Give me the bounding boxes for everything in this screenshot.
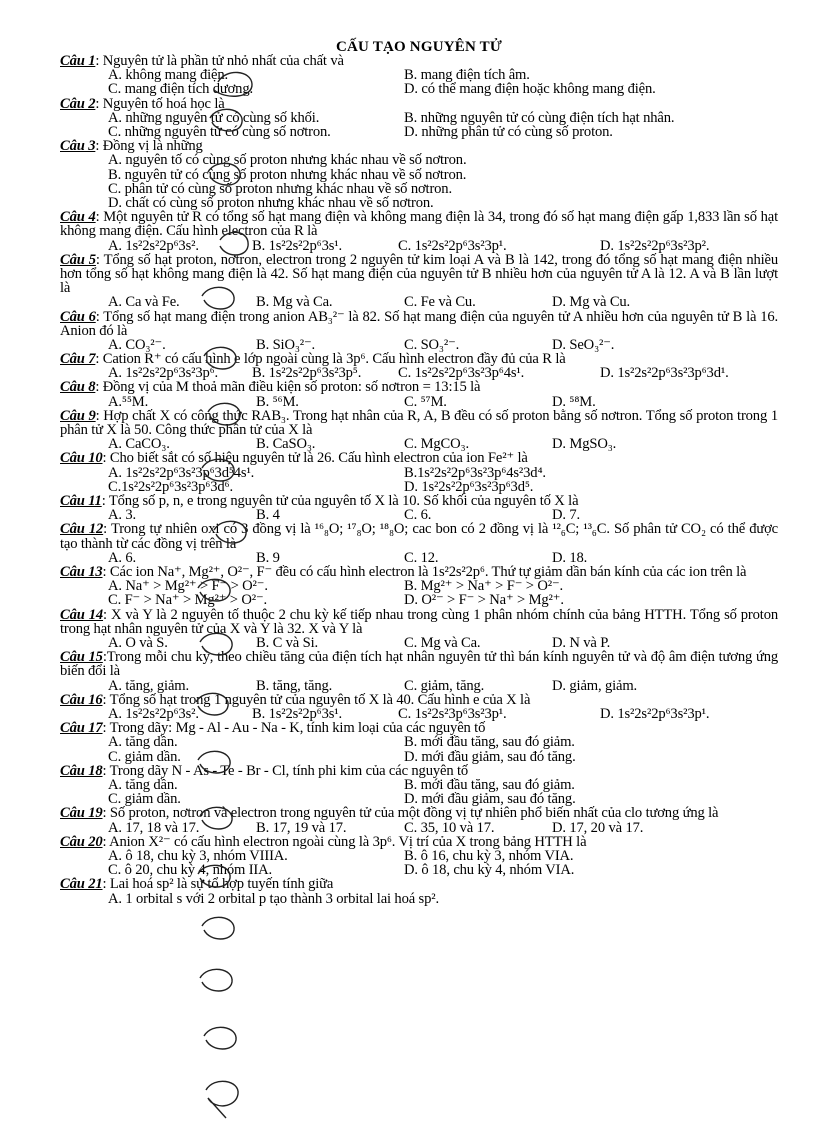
question-stem — [60, 721, 778, 735]
answer-option: D. SeO₃²⁻. — [552, 336, 615, 353]
answer-option: C. giảm, tăng. — [404, 677, 485, 694]
question-number: Câu 16 — [60, 691, 103, 708]
answer-option: D. Mg và Cu. — [552, 294, 631, 311]
answer-option: C. 1s²2s²2p⁶3s²3p¹. — [398, 237, 507, 254]
question-stem — [60, 310, 778, 338]
options-row — [60, 679, 778, 693]
options-row — [60, 395, 778, 409]
options-row — [60, 111, 778, 125]
question-stem — [60, 253, 778, 296]
question-text: : Đồng vị của M thoả mãn điều kiện số proton: số nơtron = 13:15 là — [95, 379, 481, 396]
answer-option: C. 35, 10 và 17. — [404, 819, 495, 836]
question-text: : Nguyên tố hoá học là — [95, 95, 225, 112]
question-text: : Cho biết sắt có số hiệu nguyên tử là 26. Cấu hình electron của ion Fe²⁺ là — [102, 450, 528, 467]
answer-option: C. 1s²2s²2p⁶3s²3p⁶4s¹. — [398, 365, 525, 382]
question-number: Câu 15 — [60, 649, 103, 666]
options-row — [60, 849, 778, 863]
answer-option: B. tăng, tăng. — [256, 677, 333, 694]
question-number: Câu 19 — [60, 805, 103, 822]
answer-option: D. ⁵⁸M. — [552, 393, 596, 410]
answer-option: B.1s²2s²2p⁶3s²3p⁶4s²3d⁴. — [404, 464, 546, 481]
answer-option: A. 1s²2s²2p⁶3s²3p⁶3d⁵4s¹. — [108, 464, 255, 481]
answer-option: A. 1s²2s²2p⁶3s²3p⁶. — [108, 365, 219, 382]
options-row — [60, 707, 778, 721]
question-number: Câu 5 — [60, 251, 96, 268]
question-stem — [60, 650, 778, 678]
question-stem — [60, 380, 778, 394]
answer-option: B. 17, 19 và 17. — [256, 819, 347, 836]
answer-option: B. mới đầu tăng, sau đó giảm. — [404, 734, 575, 751]
answer-option: A. 1 orbital s với 2 orbital p tạo thành 3 orbital lai hoá sp². — [108, 890, 439, 907]
document-page — [60, 40, 778, 906]
question-stem — [60, 409, 778, 437]
answer-option: B. ⁵⁶M. — [256, 393, 299, 410]
answer-option: C. 1s²2s²3p⁶3s²3p¹. — [398, 706, 507, 722]
question-stem — [60, 877, 778, 891]
answer-option: A. tăng dần. — [108, 776, 178, 793]
page-title: CẤU TẠO NGUYÊN TỬ — [335, 39, 503, 55]
answer-option: C. giảm dần. — [108, 748, 181, 765]
answer-option: D. mới đầu giảm, sau đó tăng. — [404, 748, 576, 765]
options-row — [60, 295, 778, 309]
question-number: Câu 9 — [60, 407, 96, 424]
question-number: Câu 10 — [60, 450, 103, 467]
answer-option: D. có thể mang điện hoặc không mang điện. — [404, 81, 656, 98]
question-stem — [60, 835, 778, 849]
question-number: Câu 18 — [60, 762, 103, 779]
answer-option: D. ô 18, chu kỳ 4, nhóm VIA. — [404, 862, 575, 879]
answer-option: D. mới đầu giảm, sau đó tăng. — [404, 791, 576, 808]
options-row — [60, 68, 778, 82]
options-row — [60, 125, 778, 139]
answer-option: A. những nguyên tử có cùng số khối. — [108, 109, 320, 126]
answer-option: B. 4 — [256, 507, 280, 524]
question-number: Câu 13 — [60, 564, 103, 581]
answer-option: A. Na⁺ > Mg²⁺ > F⁻ > O²⁻. — [108, 578, 268, 595]
answer-option: C. MgCO₃. — [404, 436, 469, 453]
answer-option: C. Mg và Ca. — [404, 635, 481, 652]
options-row — [60, 82, 778, 96]
question-text: : X và Y là 2 nguyên tố thuộc 2 chu kỳ kế tiếp nhau trong cùng 1 phân nhóm chính của bảng HTTH. Tổng số proton trong hạt nhân nguyên tử của X và Y là 32. X và Y là — [60, 606, 778, 637]
answer-option: B. những nguyên tử có cùng điện tích hạt nhân. — [404, 109, 675, 126]
answer-option: A. 17, 18 và 17. — [108, 819, 200, 836]
answer-option: A. CO₃²⁻. — [108, 336, 166, 353]
answer-option: B. mới đầu tăng, sau đó giảm. — [404, 776, 575, 793]
question-stem — [60, 494, 778, 508]
question-number: Câu 20 — [60, 833, 103, 850]
answer-option: D. O²⁻ > F⁻ > Na⁺ > Mg²⁺. — [404, 592, 564, 609]
question-text: : Nguyên tử là phần tử nhỏ nhất của chất và — [95, 53, 344, 69]
answer-option: A. không mang điện. — [108, 67, 228, 84]
question-text: : Tổng số hạt trong 1 nguyên tử của nguyên tố X là 40. Cấu hình e của X là — [102, 691, 531, 708]
answer-option: B. 9 — [256, 549, 280, 566]
options-row — [60, 778, 778, 792]
question-text: : Trong tự nhiên oxi có 3 đồng vị là ¹⁶₈O; ¹⁷₈O; ¹⁸₈O; cac bon có 2 đồng vị là ¹²₆C; ¹³₆C. Số phân tử CO₂ có thể được tạo thành từ các đồng vị trên là — [60, 521, 778, 552]
answer-option: B. mang điện tích âm. — [404, 67, 530, 84]
options-row — [60, 863, 778, 877]
options-row — [60, 366, 778, 380]
answer-option: A. nguyên tố có cùng số proton nhưng khác nhau về số nơtron. — [108, 152, 467, 169]
question-text: : Số proton, nơtron và electron trong nguyên tử của một đồng vị tự nhiên phổ biến nhất của clo tương ứng là — [102, 805, 719, 822]
question-stem — [60, 97, 778, 111]
answer-option: A. 1s²2s²2p⁶3s². — [108, 706, 199, 722]
answer-option: C. ⁵⁷M. — [404, 393, 447, 410]
question-number: Câu 4 — [60, 209, 96, 226]
options-row — [60, 750, 778, 764]
question-text: :Trong mỗi chu kỳ, theo chiều tăng của điện tích hạt nhân nguyên tử thì bán kính nguyên tử và độ âm điện tương ứng biến đổi là — [60, 649, 779, 680]
options-row — [60, 508, 778, 522]
question-number: Câu 2 — [60, 95, 96, 112]
answer-option: C. ô 20, chu kỳ 4, nhóm IIA. — [108, 862, 273, 879]
answer-option: A. 1s²2s²2p⁶3s². — [108, 237, 199, 254]
answer-option: C. mang điện tích dương. — [108, 81, 253, 98]
answer-option: D. N và P. — [552, 635, 611, 652]
answer-option: B. 1s²2s²2p⁶3s¹. — [252, 706, 343, 722]
answer-option: D. chất có cùng số proton nhưng khác nhau về số nơtron. — [108, 194, 434, 211]
answer-option: C. F⁻ > Na⁺ > Mg²⁺ > O²⁻. — [108, 592, 268, 609]
answer-option: D. 7. — [552, 507, 581, 524]
question-text: : Anion X²⁻ có cấu hình electron ngoài cùng là 3p⁶. Vị trí của X trong bảng HTTH là — [102, 833, 587, 850]
question-text: : Lai hoá sp² là sự tổ hợp tuyến tính giữa — [102, 876, 334, 893]
answer-option: C.1s²2s²2p⁶3s²3p⁶3d⁶. — [108, 478, 233, 495]
answer-option: B. 1s²2s²2p⁶3s²3p⁵. — [252, 365, 362, 382]
question-stem — [60, 352, 778, 366]
question-text: : Một nguyên tử R có tổng số hạt mang điện và không mang điện là 34, trong đó số hạt mang điện gấp 1,833 lần số hạt không mang điện. Cấu hình electron của R là — [60, 209, 778, 240]
question-stem — [60, 806, 778, 820]
options-row — [60, 196, 778, 210]
options-row — [60, 437, 778, 451]
question-text: : Trong dãy: Mg - Al - Au - Na - K, tính kim loại của các nguyên tố — [102, 720, 486, 737]
question-text: : Tổng số hạt mang điện trong anion AB₃²⁻ là 82. Số hạt mang điện của nguyên tử A nhiều hơn của nguyên tử B là 16. Anion đó là — [60, 308, 778, 339]
options-row — [60, 153, 778, 167]
answer-option: B. CaSO₃. — [256, 436, 316, 453]
options-row — [60, 792, 778, 806]
question-text: : Tổng số hạt proton, nơtron, electron trong 2 nguyên tử kim loại A và B là 142, trong đó tổng số hạt mang điện nhiều hơn tổng số hạt không mang điện là 42. Số hạt mang điện của nguyên tử B nhiều hơn của nguyên tử A là 12. A và B lần lượt là — [60, 251, 778, 297]
question-number: Câu 1 — [60, 53, 96, 69]
answer-option: D. 1s²2s²2p⁶3s²3p⁶3d⁵. — [404, 478, 534, 495]
question-number: Câu 6 — [60, 308, 96, 325]
answer-option: B. ô 16, chu kỳ 3, nhóm VIA. — [404, 847, 574, 864]
answer-option: A.⁵⁵M. — [108, 393, 149, 410]
answer-option: C. 6. — [404, 507, 432, 524]
answer-option: B. C và Si. — [256, 635, 319, 652]
answer-option: A. 3. — [108, 507, 137, 524]
answer-option: A. CaCO₃. — [108, 436, 170, 453]
answer-option: A. ô 18, chu kỳ 3, nhóm VIIIA. — [108, 847, 288, 864]
answer-option: D. MgSO₃. — [552, 436, 617, 453]
answer-option: D. 1s²2s²2p⁶3s²3p⁶3d¹. — [600, 365, 729, 382]
answer-option: B. nguyên tử có cùng số proton nhưng khác nhau về số nơtron. — [108, 166, 467, 183]
question-stem — [60, 565, 778, 579]
options-row — [60, 636, 778, 650]
question-stem — [60, 764, 778, 778]
answer-option: B. Mg và Ca. — [256, 294, 333, 311]
answer-option: D. 1s²2s²2p⁶3s²3p¹. — [600, 706, 710, 722]
question-number: Câu 14 — [60, 606, 104, 623]
answer-option: C. những nguyên tử có cùng số nơtron. — [108, 123, 331, 140]
question-stem — [60, 54, 778, 68]
question-number: Câu 3 — [60, 138, 96, 155]
answer-option: D. 17, 20 và 17. — [552, 819, 644, 836]
question-number: Câu 11 — [60, 493, 102, 510]
question-stem — [60, 139, 778, 153]
question-stem — [60, 693, 778, 707]
question-text: : Trong dãy N - As - Te - Br - Cl, tính phi kim của các nguyên tố — [102, 762, 469, 779]
options-row — [60, 551, 778, 565]
answer-option: A. 6. — [108, 549, 137, 566]
question-number: Câu 12 — [60, 521, 104, 538]
question-text: : Tổng số p, n, e trong nguyên tử của nguyên tố X là 10. Số khối của nguyên tố X là — [101, 493, 579, 510]
answer-option: A. Ca và Fe. — [108, 294, 180, 311]
options-row — [60, 892, 778, 906]
answer-option: C. Fe và Cu. — [404, 294, 476, 311]
question-text: : Đồng vị là những — [95, 138, 203, 155]
options-row — [60, 182, 778, 196]
options-row — [60, 466, 778, 480]
options-row — [60, 239, 778, 253]
options-row — [60, 593, 778, 607]
answer-option: C. 12. — [404, 549, 439, 566]
answer-option: D. giảm, giảm. — [552, 677, 638, 694]
answer-option: B. Mg²⁺ > Na⁺ > F⁻ > O²⁻. — [404, 578, 564, 595]
question-text: : Các ion Na⁺, Mg²⁺, O²⁻, F⁻ đều có cấu hình electron là 1s²2s²2p⁶. Thứ tự giảm dần bán kính của các ion trên là — [102, 564, 747, 581]
answer-option: A. tăng, giảm. — [108, 677, 189, 694]
options-row — [60, 480, 778, 494]
answer-option: C. SO₃²⁻. — [404, 336, 460, 353]
options-row — [60, 821, 778, 835]
options-row — [60, 168, 778, 182]
question-text: : Hợp chất X có công thức RAB₃. Trong hạt nhân của R, A, B đều có số proton bằng số nơtron. Tổng số proton trong 1 phân tử X là 50. Công thức phân tử của X là — [60, 407, 779, 439]
answer-option: B. 1s²2s²2p⁶3s¹. — [252, 237, 343, 254]
answer-option: A. O và S. — [108, 635, 168, 652]
question-number: Câu 7 — [60, 351, 96, 368]
question-stem — [60, 210, 778, 238]
answer-option: D. 1s²2s²2p⁶3s²3p². — [600, 237, 710, 254]
question-stem — [60, 522, 778, 550]
question-text: : Cation R⁺ có cấu hình e lớp ngoài cùng là 3p⁶. Cấu hình electron đầy đủ của R là — [95, 351, 566, 368]
question-number: Câu 17 — [60, 720, 103, 737]
question-stem — [60, 451, 778, 465]
answer-option: A. tăng dần. — [108, 734, 178, 751]
options-row — [60, 735, 778, 749]
answer-option: B. SiO₃²⁻. — [256, 336, 316, 353]
question-stem — [60, 608, 778, 636]
question-list — [60, 54, 778, 906]
options-row — [60, 579, 778, 593]
answer-option: D. những phân tử có cùng số proton. — [404, 123, 613, 140]
question-number: Câu 21 — [60, 876, 103, 893]
question-number: Câu 8 — [60, 379, 96, 396]
answer-option: C. giảm dần. — [108, 791, 181, 808]
options-row — [60, 338, 778, 352]
answer-option: D. 18. — [552, 549, 588, 566]
answer-option: C. phân tử có cùng số proton nhưng khác nhau về số nơtron. — [108, 180, 452, 197]
